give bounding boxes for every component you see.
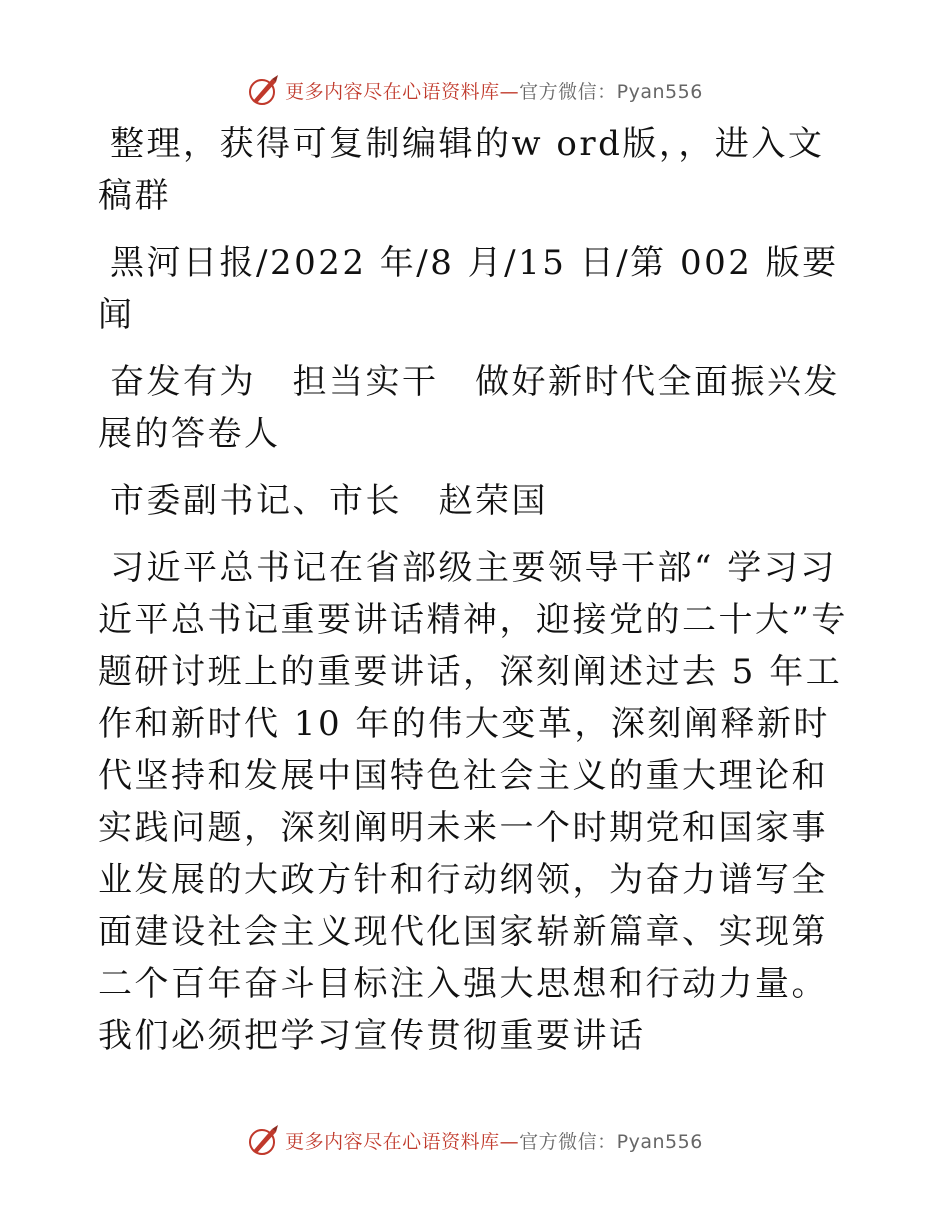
watermark-site: 更多内容尽在心语资料库: [285, 1130, 500, 1153]
watermark-wechat: 官方微信：Pyan556: [519, 80, 703, 103]
intro-paragraph: [98, 118, 850, 222]
header-watermark-banner: [0, 70, 950, 110]
quill-logo-icon: [247, 1123, 281, 1157]
article-title: [98, 356, 850, 460]
watermark-dash: —: [499, 80, 520, 103]
source-text: 黑河日报/2022 年/8 月/15 日/第 002 版要闻: [98, 243, 839, 335]
watermark-text: [285, 1127, 703, 1154]
watermark-site: 更多内容尽在心语资料库: [285, 80, 500, 103]
source-line: [98, 237, 850, 341]
footer-watermark-banner: [0, 1120, 950, 1160]
watermark-dash: —: [499, 1130, 520, 1153]
watermark-wechat: 官方微信：Pyan556: [519, 1130, 703, 1153]
intro-text: 整理，获得可复制编辑的w ord版，，进入文稿群: [98, 124, 825, 216]
author-line: [98, 475, 850, 527]
body-text: 习近平总书记在省部级主要领导干部“ 学习习近平总书记重要讲话精神，迎接党的二十大”专题研讨班上的重要讲话，深刻阐述过去 5 年工作和新时代 10 年的伟大变革，深刻阐释新时代坚持和发展中国特色社会主义的重大理论和实践问题，深刻阐明未来一个时期党和国家事业发展的大政方针和行动纲领，为奋力谱写全面建设社会主义现代化国家崭新篇章、实现第二个百年奋斗目标注入强大思想和行动力量。我们必须把学习宣传贯彻重要讲话: [98, 548, 848, 1056]
document-body: [98, 118, 850, 1062]
body-paragraph: [98, 542, 850, 1062]
author-text: 市委副书记、市长 赵荣国: [110, 481, 548, 521]
watermark-text: [285, 77, 703, 104]
article-title-text: 奋发有为 担当实干 做好新时代全面振兴发展的答卷人: [98, 362, 840, 454]
quill-logo-icon: [247, 73, 281, 107]
